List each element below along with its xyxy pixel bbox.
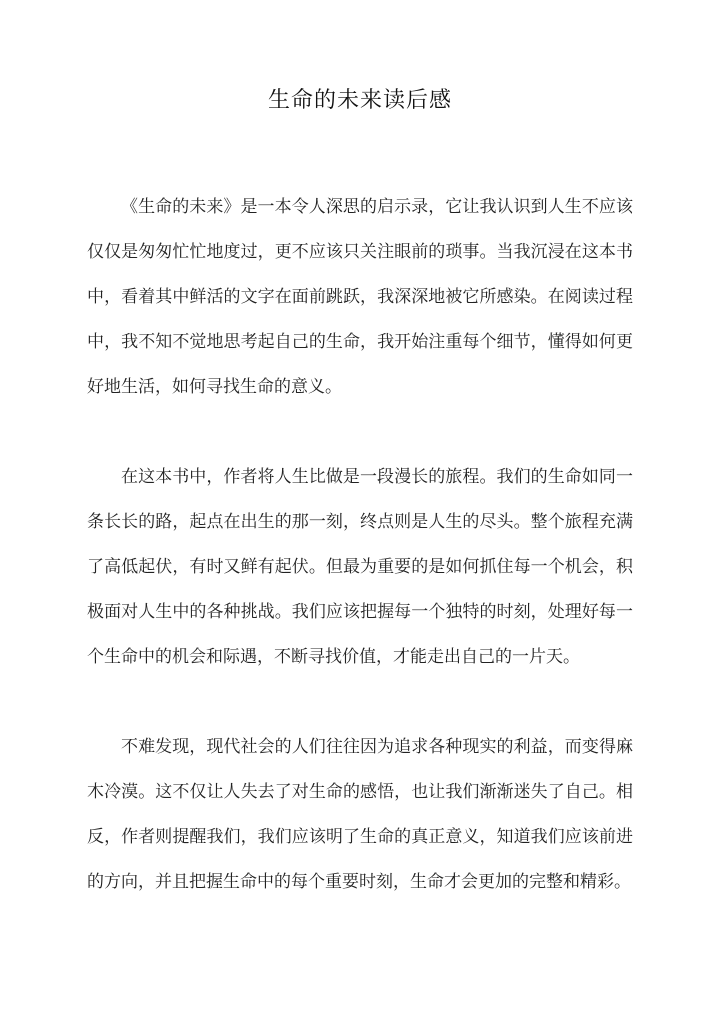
paragraph-2: 在这本书中，作者将人生比做是一段漫长的旅程。我们的生命如同一条长长的路，起点在出生的那一刻，终点则是人生的尽头。整个旅程充满了高低起伏，有时又鲜有起伏。但最为重要的是如何抓住每一个机会，积极面对人生中的各种挑战。我们应该把握每一个独特的时刻，处理好每一个生命中的机会和际遇，不断寻找价值，才能走出自己的一片天。 (87, 467, 633, 667)
paragraph-3: 不难发现，现代社会的人们往往因为追求各种现实的利益，而变得麻木冷漠。这不仅让人失去了对生命的感悟，也让我们渐渐迷失了自己。相反，作者则提醒我们，我们应该明了生命的真正意义，知道我们应该前进的方向，并且把握生命中的每个重要时刻，生命才会更加的完整和精彩。 (87, 737, 633, 892)
paragraph-1: 《生命的未来》是一本令人深思的启示录，它让我认识到人生不应该仅仅是匆匆忙忙地度过，更不应该只关注眼前的琐事。当我沉浸在这本书中，看着其中鲜活的文字在面前跳跃，我深深地被它所感染。在阅读过程中，我不知不觉地思考起自己的生命，我开始注重每个细节，懂得如何更好地生活，如何寻找生命的意义。 (87, 197, 633, 397)
document-title: 生命的未来读后感 (267, 88, 452, 113)
